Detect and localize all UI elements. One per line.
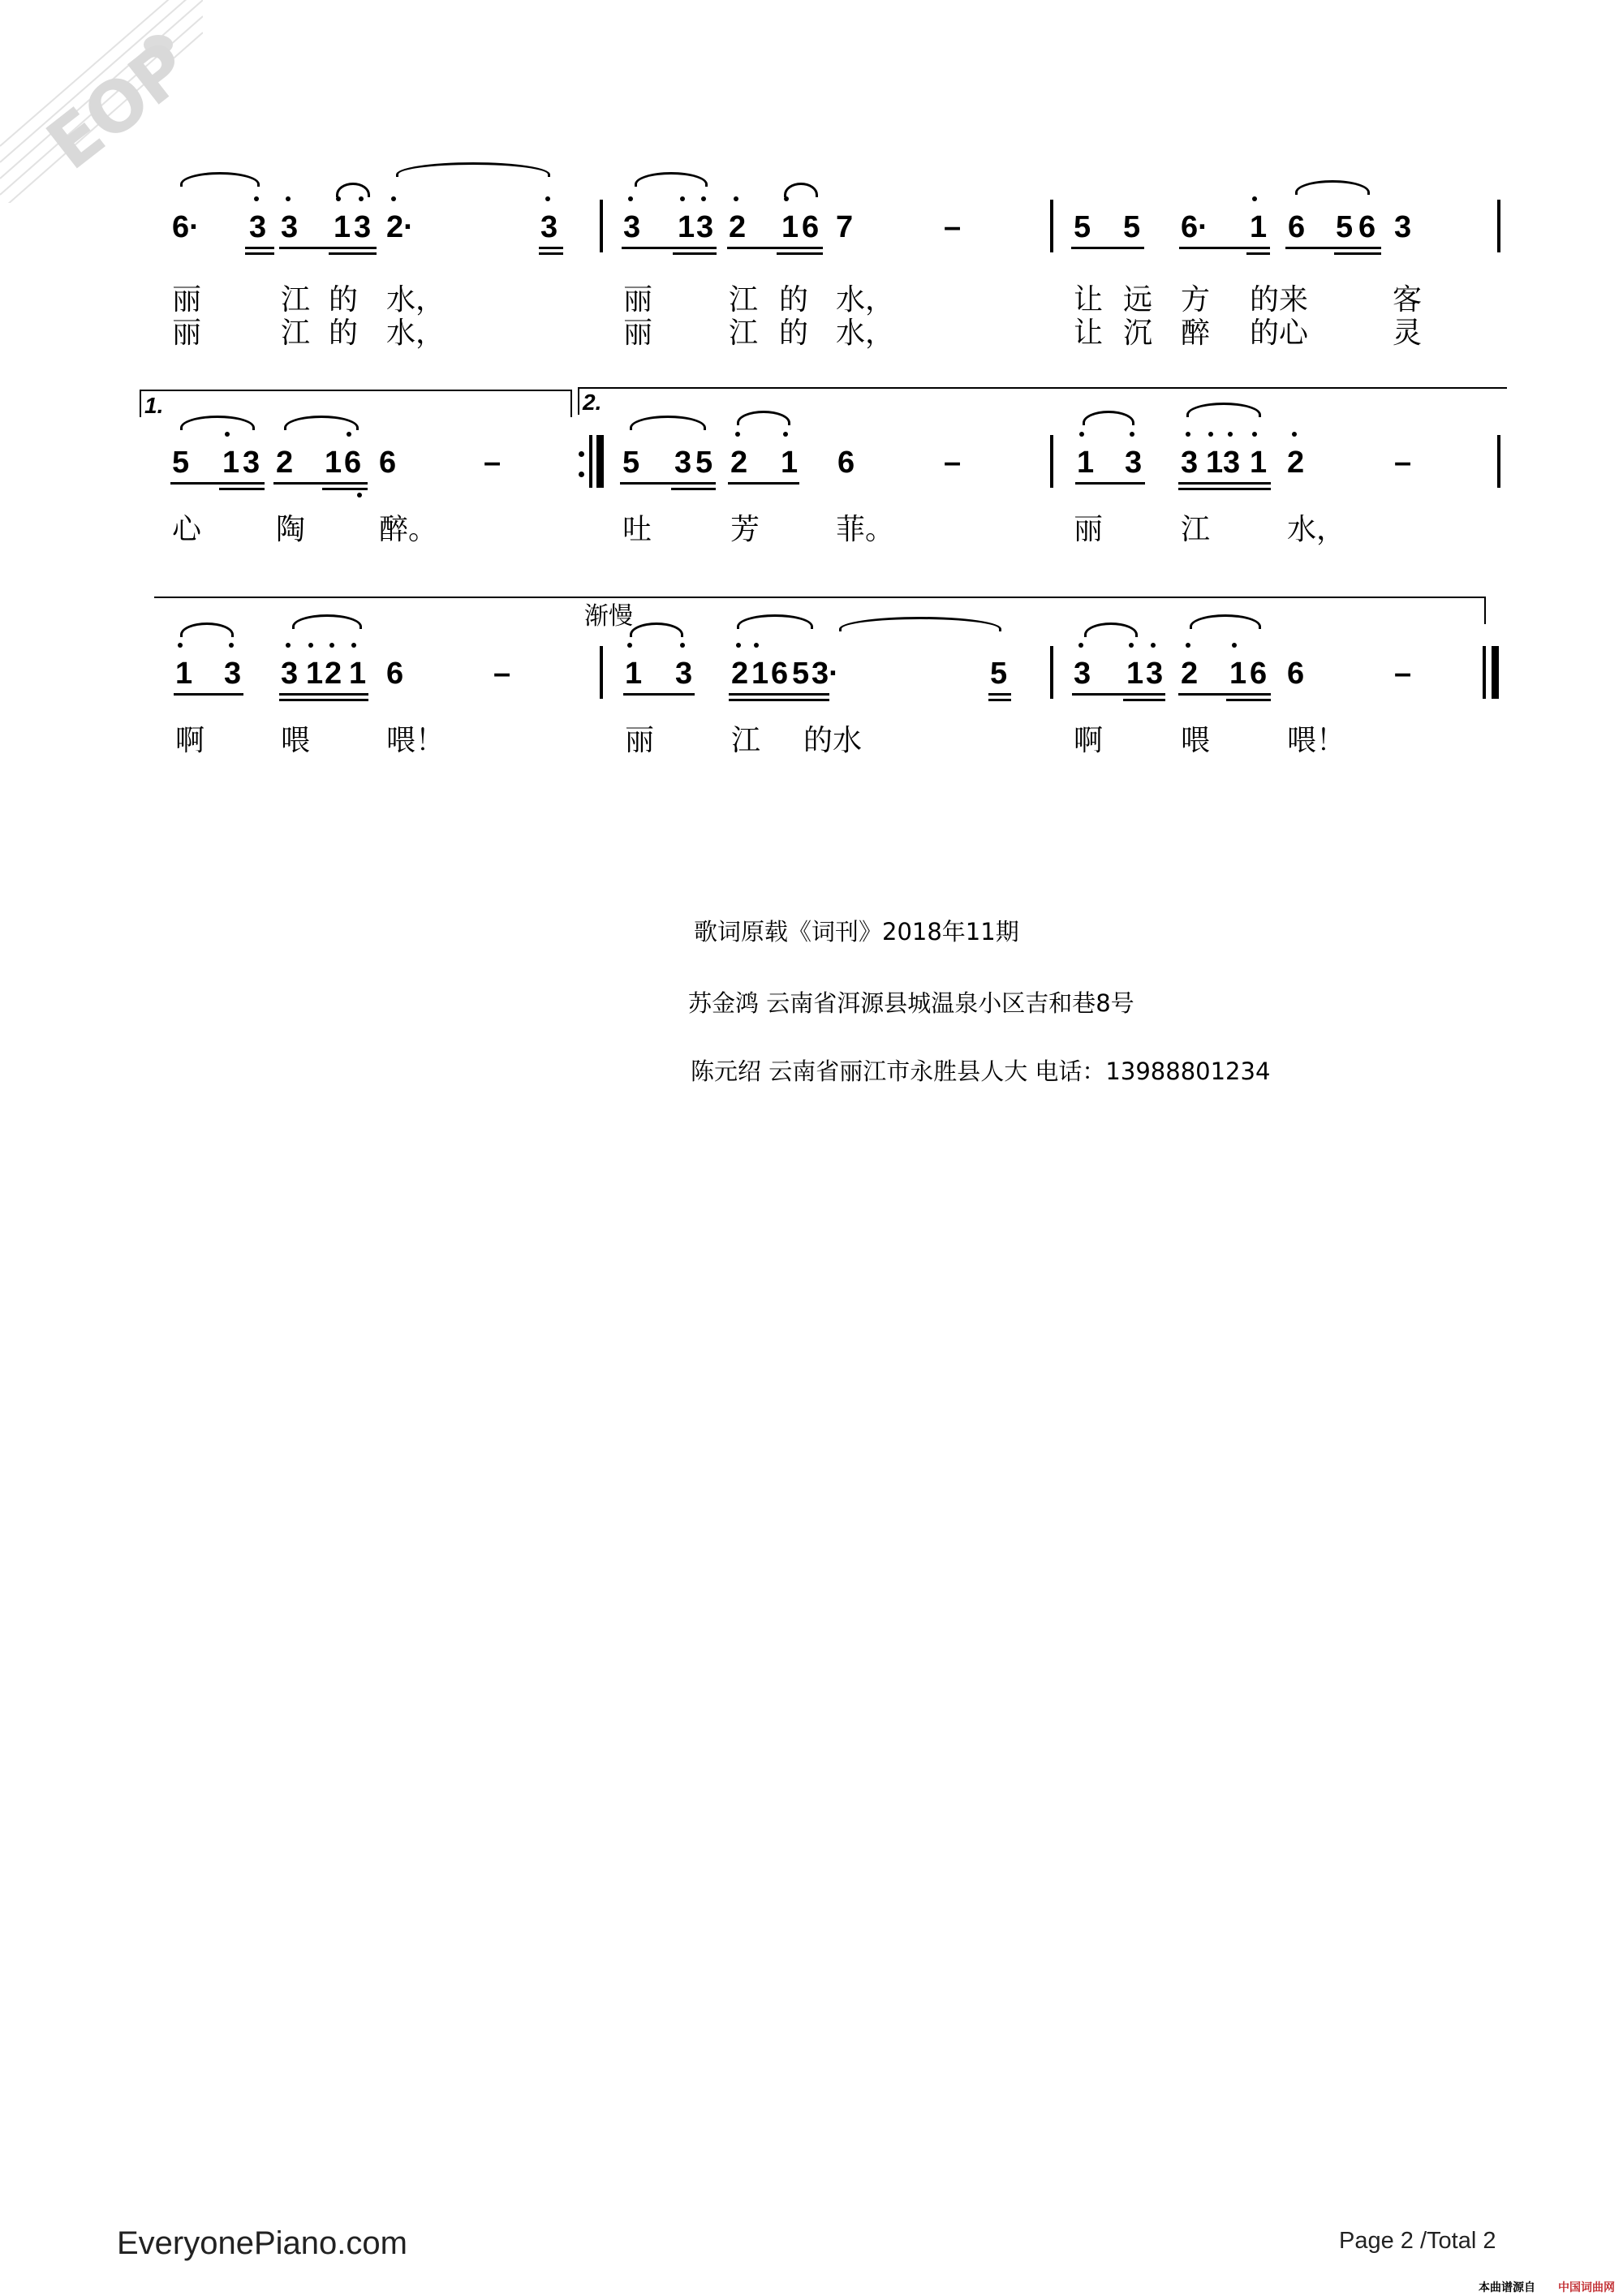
lyric: 江 — [729, 283, 759, 317]
note: 3 — [243, 446, 260, 480]
slur — [336, 183, 370, 197]
note: 2 — [731, 657, 749, 691]
slur — [737, 411, 790, 425]
lyric: 让 — [1074, 317, 1104, 350]
octave-dot — [254, 196, 259, 201]
barline — [1050, 646, 1053, 699]
beam — [279, 693, 368, 696]
beam — [279, 247, 377, 249]
note: 2 — [730, 446, 748, 480]
slur — [630, 416, 706, 430]
lyric: 陶 — [276, 513, 306, 546]
beam — [728, 482, 799, 485]
octave-dot — [1252, 432, 1257, 437]
lyric: 喂！ — [1287, 724, 1346, 757]
logo-text: EOP — [32, 27, 204, 186]
lyric: 的 — [329, 317, 359, 350]
note: 2 — [325, 657, 342, 691]
lyric: 水， — [836, 317, 895, 350]
beam — [539, 247, 563, 249]
octave-dot — [627, 643, 632, 648]
final-barline — [1483, 646, 1486, 699]
lyric: 丽 — [1074, 513, 1104, 546]
barline — [1050, 435, 1053, 488]
beam — [1075, 482, 1145, 485]
note: 3 — [354, 210, 372, 244]
slur — [180, 416, 255, 430]
note: 3 — [696, 210, 714, 244]
note: 1 — [175, 657, 193, 691]
octave-dot — [178, 643, 183, 648]
repeat-dot — [579, 472, 584, 477]
octave-dot — [1079, 432, 1084, 437]
note: 1 — [678, 210, 695, 244]
note: 3 — [1146, 657, 1164, 691]
note: 1 — [334, 210, 351, 244]
beam — [1226, 699, 1271, 701]
octave-dot — [736, 643, 741, 648]
repeat-barline-thick — [596, 435, 604, 488]
octave-dot — [286, 643, 291, 648]
note: 2· — [386, 210, 414, 244]
note: 1 — [1250, 446, 1268, 480]
corner-source: 本曲谱源自 — [1479, 2281, 1535, 2294]
octave-dot — [628, 196, 633, 201]
barline — [600, 646, 603, 699]
octave-dot — [1078, 643, 1083, 648]
slur — [839, 617, 1001, 631]
lyric: 水， — [836, 283, 895, 317]
note-dash: – — [1394, 657, 1412, 691]
note: 6· — [172, 210, 200, 244]
repeat-barline — [589, 435, 592, 488]
slur — [635, 172, 708, 187]
corner-site: 中国词曲网 — [1558, 2281, 1615, 2294]
beam — [622, 247, 717, 249]
beam — [729, 693, 829, 696]
note: 1 — [306, 657, 324, 691]
lyric: 江 — [281, 317, 311, 350]
volta-1-bracket — [570, 390, 572, 417]
note-dash: – — [944, 210, 962, 244]
beam — [219, 488, 265, 490]
note: 6 — [802, 210, 820, 244]
final-barline-thick — [1492, 646, 1499, 699]
beam — [727, 247, 823, 249]
volta-2-bracket — [578, 387, 1507, 389]
credit-lyricist: 苏金鸿 云南省洱源县城温泉小区吉和巷8号 — [688, 989, 1134, 1017]
barline — [600, 200, 603, 252]
lyric: 的 — [779, 283, 809, 317]
tempo-bracket — [1484, 597, 1486, 624]
lyric: 水， — [386, 317, 446, 350]
octave-dot-low — [357, 493, 362, 498]
lyric: 水， — [1287, 513, 1346, 546]
beam — [777, 252, 823, 255]
note: 1 — [1229, 657, 1247, 691]
octave-dot — [1129, 643, 1134, 648]
footer-site: EveryonePiano.com — [117, 2225, 407, 2261]
slur — [180, 622, 234, 637]
note-dash: – — [1394, 446, 1412, 480]
note: 2 — [276, 446, 294, 480]
lyric: 喂！ — [386, 724, 446, 757]
lyric: 让 — [1074, 283, 1104, 317]
note: 6 — [771, 657, 789, 691]
lyric: 醉。 — [379, 513, 438, 546]
beam — [170, 482, 265, 485]
beam — [1071, 247, 1144, 249]
note: 1 — [1250, 210, 1268, 244]
note: 1 — [625, 657, 643, 691]
volta-1-bracket — [140, 390, 572, 391]
octave-dot — [1252, 196, 1257, 201]
note: 6 — [344, 446, 362, 480]
octave-dot — [391, 196, 396, 201]
octave-dot — [286, 196, 291, 201]
lyric: 丽 — [625, 724, 655, 757]
note: 1 — [349, 657, 367, 691]
beam — [1178, 482, 1271, 485]
octave-dot — [1186, 432, 1190, 437]
volta-2-label: 2. — [583, 390, 602, 415]
lyric: 吐 — [622, 513, 652, 546]
eop-logo — [0, 0, 203, 203]
note: 3 — [1223, 446, 1241, 480]
note: 3 — [1125, 446, 1143, 480]
lyric: 菲。 — [836, 513, 895, 546]
lyric: 啊 — [1074, 724, 1104, 757]
note: 3 — [249, 210, 267, 244]
octave-dot — [1186, 643, 1190, 648]
note: 6 — [379, 446, 397, 480]
credit-source: 歌词原载《词刊》2018年11期 — [694, 918, 1019, 946]
note: 6 — [1287, 657, 1305, 691]
volta-2-bracket — [578, 387, 579, 415]
beam — [322, 488, 368, 490]
octave-dot — [545, 196, 550, 201]
lyric: 的来 — [1250, 283, 1309, 317]
octave-dot — [1232, 643, 1237, 648]
note: 5 — [792, 657, 810, 691]
footer-page-number: Page 2 /Total 2 — [1339, 2228, 1496, 2254]
credit-composer: 陈元绍 云南省丽江市永胜县人大 电话：13988801234 — [691, 1058, 1271, 1085]
tempo-marking: 渐慢 — [584, 602, 633, 631]
note: 3 — [1074, 657, 1091, 691]
note: 1 — [751, 657, 769, 691]
note: 3 — [281, 657, 299, 691]
lyric: 水， — [386, 283, 446, 317]
beam — [1178, 693, 1271, 696]
octave-dot — [735, 432, 740, 437]
note: 3 — [281, 210, 299, 244]
note: 5 — [1074, 210, 1091, 244]
octave-dot — [329, 643, 334, 648]
note: 6 — [1288, 210, 1306, 244]
beam — [1123, 699, 1165, 701]
beam — [273, 482, 368, 485]
beam — [1334, 252, 1381, 255]
note-dash: – — [493, 657, 511, 691]
slur — [784, 183, 818, 197]
lyric: 丽 — [172, 283, 202, 317]
beam — [329, 252, 377, 255]
octave-dot — [734, 196, 738, 201]
note-dash: – — [484, 446, 502, 480]
octave-dot — [1208, 432, 1213, 437]
lyric: 客 — [1393, 283, 1423, 317]
octave-dot — [1151, 643, 1156, 648]
note: 7 — [836, 210, 854, 244]
beam — [1246, 252, 1270, 255]
slur — [1186, 403, 1261, 417]
slur — [1084, 622, 1138, 637]
note: 5 — [1123, 210, 1141, 244]
lyric: 的水 — [803, 724, 863, 757]
beam — [1179, 247, 1270, 249]
lyric: 芳 — [730, 513, 760, 546]
lyric: 灵 — [1393, 317, 1423, 350]
note: 1 — [781, 446, 799, 480]
lyric: 沉 — [1123, 317, 1153, 350]
beam — [279, 699, 368, 701]
lyric: 的心 — [1250, 317, 1309, 350]
volta-1-bracket — [140, 390, 141, 417]
note: 2 — [1287, 446, 1305, 480]
note: 1 — [781, 210, 799, 244]
beam — [623, 693, 695, 696]
lyric: 江 — [731, 724, 761, 757]
octave-dot — [680, 643, 685, 648]
beam — [1178, 488, 1271, 490]
beam — [988, 693, 1011, 696]
octave-dot — [680, 196, 685, 201]
beam — [729, 699, 829, 701]
note-dash: – — [944, 446, 962, 480]
octave-dot — [308, 643, 313, 648]
octave-dot — [1130, 432, 1134, 437]
note: 3 — [1181, 446, 1199, 480]
beam — [673, 252, 717, 255]
note: 6· — [1181, 210, 1208, 244]
beam — [1285, 247, 1381, 249]
note: 6 — [837, 446, 855, 480]
note: 6 — [1358, 210, 1376, 244]
lyric: 丽 — [172, 317, 202, 350]
note: 5 — [622, 446, 640, 480]
lyric: 喂 — [1181, 724, 1211, 757]
beam — [988, 699, 1011, 701]
note: 3 — [675, 657, 693, 691]
lyric: 丽 — [623, 283, 653, 317]
note: 3 — [224, 657, 242, 691]
beam — [539, 252, 563, 255]
slur — [630, 622, 683, 637]
note: 5 — [990, 657, 1008, 691]
note: 6 — [386, 657, 404, 691]
volta-1-label: 1. — [144, 393, 164, 418]
beam — [620, 482, 716, 485]
slur — [284, 416, 359, 430]
note: 3 — [1394, 210, 1412, 244]
octave-dot — [1292, 432, 1297, 437]
lyric: 醉 — [1181, 317, 1211, 350]
lyric: 啊 — [175, 724, 205, 757]
beam — [245, 252, 274, 255]
note: 3 — [540, 210, 558, 244]
slur — [396, 162, 550, 177]
lyric: 的 — [779, 317, 809, 350]
lyric: 江 — [281, 283, 311, 317]
barline — [1050, 200, 1053, 252]
beam — [671, 488, 716, 490]
note: 2 — [729, 210, 747, 244]
tempo-bracket — [154, 597, 1485, 598]
note: 3· — [812, 657, 839, 691]
note: 1 — [1077, 446, 1095, 480]
slur — [1295, 180, 1370, 195]
barline — [1497, 435, 1500, 488]
beam — [174, 693, 243, 696]
note: 5 — [172, 446, 190, 480]
lyric: 喂 — [281, 724, 311, 757]
note: 1 — [1126, 657, 1144, 691]
octave-dot — [701, 196, 706, 201]
octave-dot — [225, 432, 230, 437]
lyric: 丽 — [623, 317, 653, 350]
note: 3 — [674, 446, 692, 480]
beam — [1072, 693, 1165, 696]
note: 1 — [222, 446, 240, 480]
barline — [1497, 200, 1500, 252]
note: 6 — [1250, 657, 1268, 691]
lyric: 远 — [1123, 283, 1153, 317]
slur — [292, 614, 362, 629]
lyric: 心 — [172, 513, 202, 546]
lyric: 江 — [1181, 513, 1211, 546]
lyric: 江 — [729, 317, 759, 350]
slur — [1083, 411, 1134, 425]
octave-dot — [347, 432, 351, 437]
note: 3 — [623, 210, 641, 244]
octave-dot — [754, 643, 759, 648]
repeat-dot — [579, 451, 584, 457]
octave-dot — [229, 643, 234, 648]
lyric: 的 — [329, 283, 359, 317]
note: 2 — [1181, 657, 1199, 691]
slur — [737, 614, 813, 629]
octave-dot — [783, 432, 788, 437]
slur — [1190, 614, 1261, 629]
note: 5 — [1336, 210, 1354, 244]
beam — [245, 247, 274, 249]
note: 5 — [695, 446, 713, 480]
octave-dot — [351, 643, 356, 648]
note: 1 — [325, 446, 342, 480]
note: 1 — [1206, 446, 1224, 480]
lyric: 方 — [1181, 283, 1211, 317]
octave-dot — [1228, 432, 1233, 437]
